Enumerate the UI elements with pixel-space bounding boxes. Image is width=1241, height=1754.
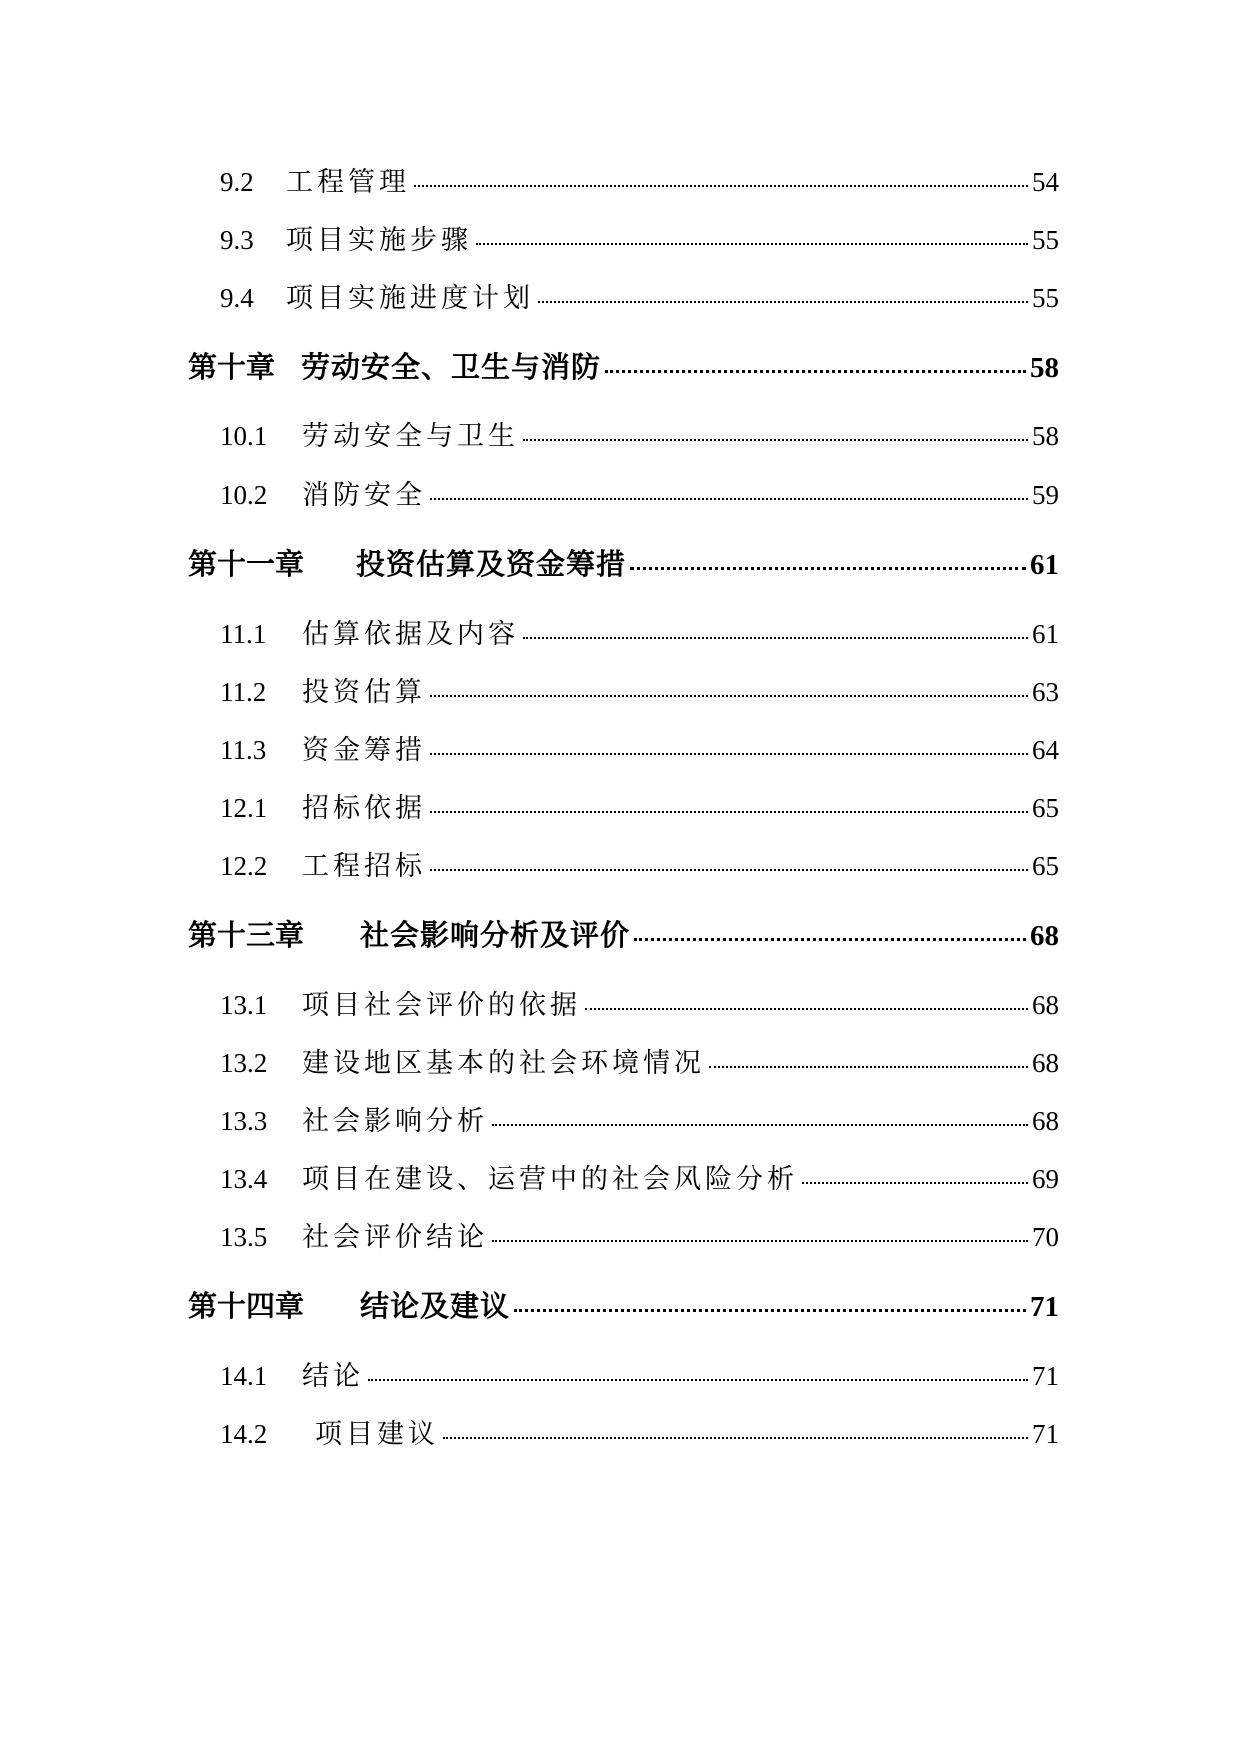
section-title: 消防安全 xyxy=(302,480,426,511)
dot-leader xyxy=(430,811,1028,813)
section-number: 13.1 xyxy=(220,990,268,1020)
page-number: 55 xyxy=(1032,283,1059,313)
chapter-number: 第十三章 xyxy=(188,920,305,952)
dot-leader xyxy=(414,185,1028,187)
chapter-number: 第十章 xyxy=(188,352,276,384)
page-number: 71 xyxy=(1030,1291,1059,1323)
section-title: 项目实施进度计划 xyxy=(286,283,534,314)
chapter-number: 第十四章 xyxy=(188,1291,305,1323)
toc-entry-14-2[interactable] xyxy=(220,1412,1059,1451)
dot-leader xyxy=(443,1437,1028,1439)
dot-leader xyxy=(430,869,1028,871)
toc-entry-13-4[interactable] xyxy=(220,1157,1059,1196)
dot-leader xyxy=(368,1379,1028,1381)
dot-leader xyxy=(476,243,1028,245)
page-number: 55 xyxy=(1032,225,1059,255)
dot-leader xyxy=(634,938,1026,941)
toc-entry-10-1[interactable] xyxy=(220,414,1059,453)
dot-leader xyxy=(630,567,1026,570)
toc-chapter-13[interactable] xyxy=(188,913,1059,954)
section-title: 社会影响分析 xyxy=(302,1106,488,1137)
dot-leader xyxy=(523,637,1028,639)
page-number: 58 xyxy=(1032,421,1059,451)
page-number: 63 xyxy=(1032,677,1059,707)
page-number: 68 xyxy=(1032,1106,1059,1136)
page-number: 54 xyxy=(1032,167,1059,197)
page-number: 71 xyxy=(1032,1419,1059,1449)
section-number: 9.3 xyxy=(220,225,254,255)
section-title: 投资估算 xyxy=(302,677,426,708)
section-title: 项目在建设、运营中的社会风险分析 xyxy=(302,1164,798,1195)
toc-entry-9-2[interactable] xyxy=(220,160,1059,199)
dot-leader xyxy=(492,1124,1028,1126)
page-number: 68 xyxy=(1032,990,1059,1020)
section-title: 项目实施步骤 xyxy=(286,225,472,256)
page-number: 61 xyxy=(1030,549,1059,581)
section-number: 9.2 xyxy=(220,167,254,197)
section-title: 项目社会评价的依据 xyxy=(302,990,581,1021)
toc-entry-9-3[interactable] xyxy=(220,218,1059,257)
page-number: 68 xyxy=(1032,1048,1059,1078)
toc-chapter-10[interactable] xyxy=(188,345,1059,386)
section-title: 社会评价结论 xyxy=(302,1222,488,1253)
section-number: 13.4 xyxy=(220,1164,268,1194)
page-number: 70 xyxy=(1032,1222,1059,1252)
dot-leader xyxy=(538,301,1028,303)
chapter-title: 投资估算及资金筹措 xyxy=(356,547,627,581)
section-number: 11.1 xyxy=(220,619,267,649)
dot-leader xyxy=(492,1240,1028,1242)
section-number: 10.1 xyxy=(220,421,268,451)
section-title: 结论 xyxy=(302,1361,364,1392)
dot-leader xyxy=(430,695,1028,697)
dot-leader xyxy=(514,1309,1026,1312)
page-number: 64 xyxy=(1032,735,1059,765)
section-title: 工程招标 xyxy=(302,851,426,882)
dot-leader xyxy=(605,370,1026,373)
section-title: 招标依据 xyxy=(302,793,426,824)
section-number: 12.2 xyxy=(220,851,268,881)
dot-leader xyxy=(585,1008,1028,1010)
section-number: 13.2 xyxy=(220,1048,268,1078)
toc-entry-14-1[interactable] xyxy=(220,1354,1059,1393)
section-number: 14.2 xyxy=(220,1419,268,1449)
section-number: 13.3 xyxy=(220,1106,268,1136)
section-number: 11.2 xyxy=(220,677,267,707)
section-title: 估算依据及内容 xyxy=(302,619,519,650)
section-number: 13.5 xyxy=(220,1222,268,1252)
section-number: 12.1 xyxy=(220,793,268,823)
page-number: 65 xyxy=(1032,851,1059,881)
section-number: 14.1 xyxy=(220,1361,268,1391)
dot-leader xyxy=(802,1182,1028,1184)
toc-entry-13-3[interactable] xyxy=(220,1099,1059,1138)
dot-leader xyxy=(430,498,1028,500)
toc-entry-11-3[interactable] xyxy=(220,728,1059,767)
page-number: 61 xyxy=(1032,619,1059,649)
page-number: 71 xyxy=(1032,1361,1059,1391)
toc-entry-11-1[interactable] xyxy=(220,612,1059,651)
dot-leader xyxy=(709,1066,1028,1068)
page-number: 59 xyxy=(1032,480,1059,510)
section-title: 工程管理 xyxy=(286,167,410,198)
toc-entry-13-5[interactable] xyxy=(220,1215,1059,1254)
chapter-title: 社会影响分析及评价 xyxy=(360,918,631,952)
chapter-title: 劳动安全、卫生与消防 xyxy=(301,350,602,384)
section-title: 项目建议 xyxy=(315,1419,439,1450)
toc-entry-13-1[interactable] xyxy=(220,983,1059,1022)
dot-leader xyxy=(523,439,1028,441)
section-number: 10.2 xyxy=(220,480,268,510)
dot-leader xyxy=(430,753,1028,755)
toc-chapter-14[interactable] xyxy=(188,1284,1059,1325)
page-number: 69 xyxy=(1032,1164,1059,1194)
toc-entry-13-2[interactable] xyxy=(220,1041,1059,1080)
section-number: 11.3 xyxy=(220,735,267,765)
toc-entry-10-2[interactable] xyxy=(220,473,1059,512)
section-title: 建设地区基本的社会环境情况 xyxy=(302,1048,705,1079)
chapter-title: 结论及建议 xyxy=(360,1289,511,1323)
chapter-number: 第十一章 xyxy=(188,549,305,581)
page-number: 58 xyxy=(1030,352,1059,384)
page-number: 65 xyxy=(1032,793,1059,823)
section-title: 劳动安全与卫生 xyxy=(302,421,519,452)
page-number: 68 xyxy=(1030,920,1059,952)
section-number: 9.4 xyxy=(220,283,254,313)
section-title: 资金筹措 xyxy=(302,735,426,766)
toc-entry-11-2[interactable] xyxy=(220,670,1059,709)
toc-entry-9-4[interactable] xyxy=(220,276,1059,315)
toc-entry-12-2[interactable] xyxy=(220,844,1059,883)
toc-entry-12-1[interactable] xyxy=(220,786,1059,825)
toc-chapter-11[interactable] xyxy=(188,542,1059,583)
